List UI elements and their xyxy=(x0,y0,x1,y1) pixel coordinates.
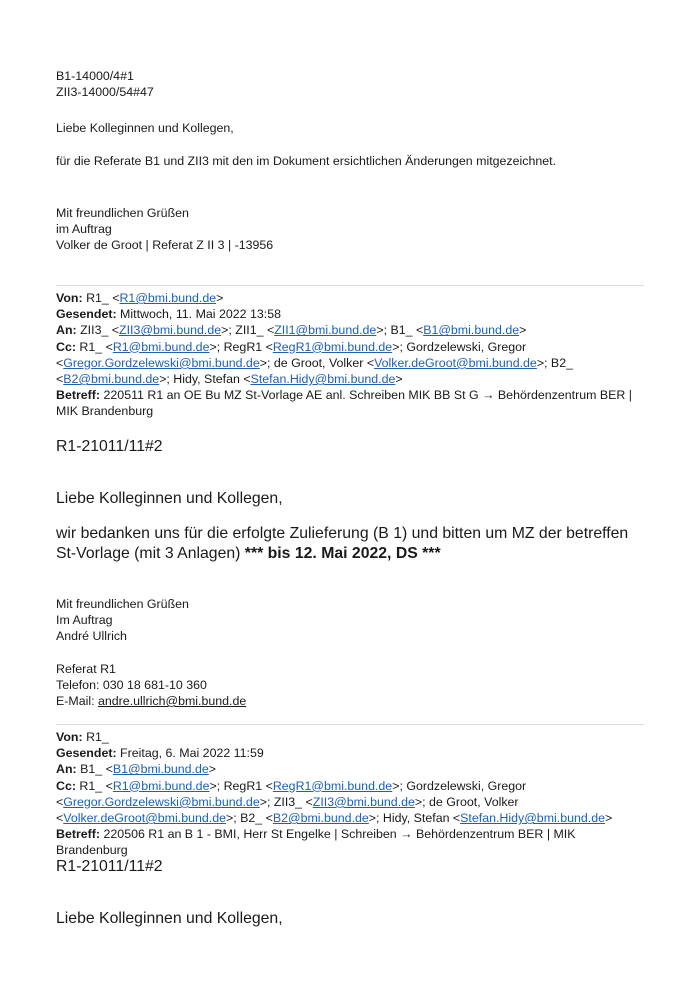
email-link[interactable]: B2@bmi.bund.de xyxy=(272,811,369,826)
email-link[interactable]: ZII3@bmi.bund.de xyxy=(312,794,415,809)
email-link[interactable]: ZII3@bmi.bund.de xyxy=(119,323,222,338)
mail-cc-cont: <Volker.deGroot@bmi.bund.de>; B2_ <B2@bmi.bund.de>; Hidy, Stefan <Stefan.Hidy@bmi.bund.de> xyxy=(56,811,613,826)
divider-1 xyxy=(56,285,644,286)
email-link[interactable]: RegR1@bmi.bund.de xyxy=(272,778,393,793)
mail-header-2 xyxy=(56,729,644,859)
email-link[interactable]: Volker.deGroot@bmi.bund.de xyxy=(63,811,226,826)
divider-2 xyxy=(56,724,644,725)
email-link[interactable]: R1@bmi.bund.de xyxy=(112,339,210,354)
email-link[interactable]: B1@bmi.bund.de xyxy=(112,762,209,777)
email-link[interactable]: B1@bmi.bund.de xyxy=(423,323,520,338)
mail-cc-cont: <Gregor.Gordzelewski@bmi.bund.de>; de Groot, Volker <Volker.deGroot@bmi.bund.de>; B2_ xyxy=(56,355,573,370)
mail-cc-cont: <B2@bmi.bund.de>; Hidy, Stefan <Stefan.Hidy@bmi.bund.de> xyxy=(56,372,403,387)
mail-cc-cont: <Gregor.Gordzelewski@bmi.bund.de>; ZII3_ <ZII3@bmi.bund.de>; de Groot, Volker xyxy=(56,794,519,809)
mail-to: An: ZII3_ <ZII3@bmi.bund.de>; ZII1_ <ZII1@bmi.bund.de>; B1_ <B1@bmi.bund.de> xyxy=(56,323,527,338)
body-2: wir bedanken uns für die erfolgte Zulieferung (B 1) und bitten um MZ der betreffen St-Vorlage (mit 3 Anlagen) *** bis 12. Mai 2022, DS *** xyxy=(56,525,629,562)
mail-from: Von: R1_ xyxy=(56,730,109,744)
reference-block xyxy=(56,68,644,100)
mail-cc: Cc: R1_ <R1@bmi.bund.de>; RegR1 <RegR1@bmi.bund.de>; Gordzelewski, Gregor xyxy=(56,778,527,793)
mail-sent: Gesendet: Freitag, 6. Mai 2022 11:59 xyxy=(56,746,264,761)
mail-cc: Cc: R1_ <R1@bmi.bund.de>; RegR1 <RegR1@bmi.bund.de>; Gordzelewski, Gregor xyxy=(56,339,527,354)
reference-b1: B1-14000/4#1 xyxy=(56,69,134,83)
email-link[interactable]: B2@bmi.bund.de xyxy=(63,372,160,387)
email-link[interactable]: Gregor.Gordzelewski@bmi.bund.de xyxy=(63,794,260,809)
mail-to: An: B1_ <B1@bmi.bund.de> xyxy=(56,762,217,777)
signature-2: Mit freundlichen Grüßen Im Auftrag André Ullrich Referat R1 Telefon: 030 18 681-10 360 E-Mail: andre.ullrich@bmi.bund.de xyxy=(56,597,247,709)
greeting-3: Liebe Kolleginnen und Kollegen, xyxy=(56,910,283,927)
mail-subject: Betreff: 220506 R1 an B 1 - BMI, Herr St Engelke | Schreiben → Behördenzentrum BER | MIK Brandenburg xyxy=(56,827,576,858)
email-link[interactable]: R1@bmi.bund.de xyxy=(119,291,217,305)
mail-from: Von: R1_ <R1@bmi.bund.de> xyxy=(56,291,224,305)
email-link[interactable]: Gregor.Gordzelewski@bmi.bund.de xyxy=(63,355,260,370)
mail-header-1 xyxy=(56,290,644,420)
mail-sent: Gesendet: Mittwoch, 11. Mai 2022 13:58 xyxy=(56,307,281,322)
email-link[interactable]: RegR1@bmi.bund.de xyxy=(272,339,393,354)
email-link[interactable]: Stefan.Hidy@bmi.bund.de xyxy=(250,372,396,387)
greeting-1: Liebe Kolleginnen und Kollegen, xyxy=(56,121,234,135)
email-link[interactable]: andre.ullrich@bmi.bund.de xyxy=(98,694,247,709)
reference-r1-2: R1-21011/11#2 xyxy=(56,858,163,875)
deadline-text: *** bis 12. Mai 2022, DS *** xyxy=(244,544,441,562)
reference-zii3: ZII3-14000/54#47 xyxy=(56,85,154,100)
signature-1: Mit freundlichen Grüßen im Auftrag Volker de Groot | Referat Z II 3 | -13956 xyxy=(56,206,274,253)
email-link[interactable]: Volker.deGroot@bmi.bund.de xyxy=(374,355,537,370)
mail-subject: Betreff: 220511 R1 an OE Bu MZ St-Vorlage AE anl. Schreiben MIK BB St G → Behördenzentrum BER | MIK Brandenburg xyxy=(56,388,632,419)
email-link[interactable]: ZII1@bmi.bund.de xyxy=(274,323,377,338)
email-link[interactable]: Stefan.Hidy@bmi.bund.de xyxy=(460,811,605,826)
body-1: für die Referate B1 und ZII3 mit den im Dokument ersichtlichen Änderungen mitgezeichnet. xyxy=(56,154,557,168)
reference-r1: R1-21011/11#2 xyxy=(56,438,163,455)
greeting-2: Liebe Kolleginnen und Kollegen, xyxy=(56,490,283,507)
email-link[interactable]: R1@bmi.bund.de xyxy=(112,778,210,793)
